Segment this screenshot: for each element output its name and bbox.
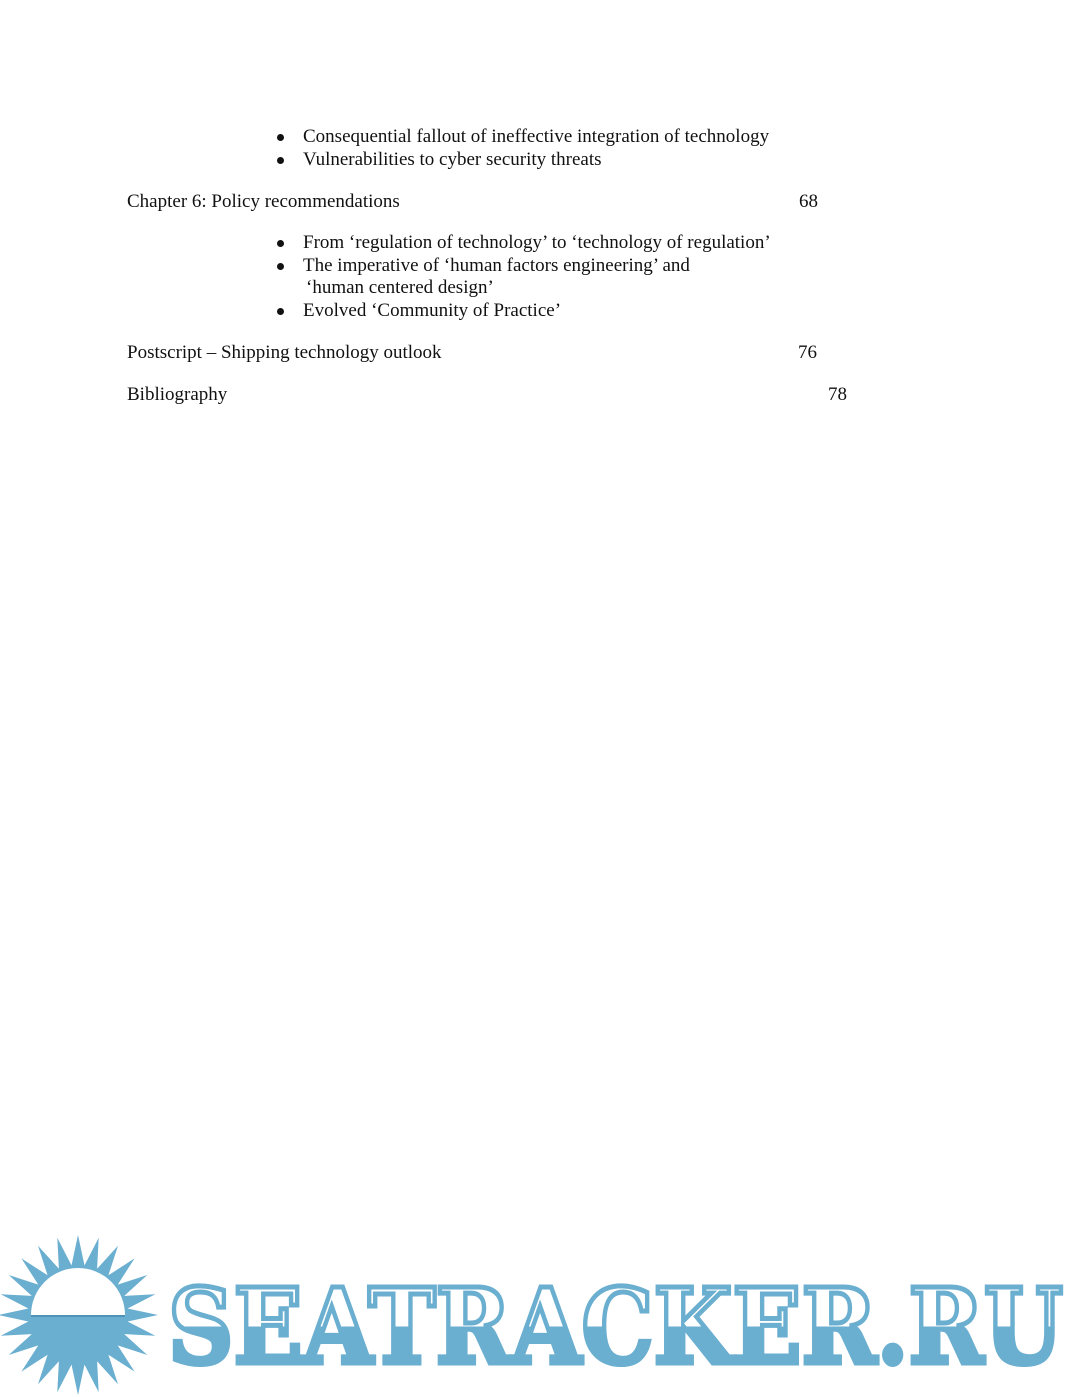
section-5-bullet-list [276,126,769,171]
bullet-icon [277,308,284,315]
toc-page-number-postscript: 76 [798,342,817,363]
list-item-text: Vulnerabilities to cyber security threats [303,148,602,170]
bullet-icon [277,263,284,270]
chapter-6-bullet-list [276,232,771,322]
list-item-text: Consequential fallout of ineffective integration of technology [303,126,770,147]
list-item [276,126,769,149]
list-item-continuation: ‘human centered design’ [306,277,494,298]
list-item-text: Evolved ‘Community of Practice’ [303,299,562,321]
sun-over-sea-icon [0,1235,158,1395]
bullet-icon [277,134,284,141]
watermark-logo [0,1235,1080,1397]
list-item-text: From ‘regulation of technology’ to ‘technology of regulation’ [303,232,771,253]
bullet-icon [277,240,284,247]
list-item [276,232,771,255]
toc-entry-bibliography: Bibliography [127,384,228,405]
list-item [276,300,771,323]
list-item [276,255,771,300]
toc-entry-postscript: Postscript – Shipping technology outlook [127,342,442,363]
toc-page-number-bibliography: 78 [828,384,847,405]
list-item-text: The imperative of ‘human factors engineering’ and [303,254,690,276]
toc-entry-chapter-6: Chapter 6: Policy recommendations [127,191,400,212]
toc-page-number-chapter-6: 68 [799,191,818,212]
watermark-text: SEATRACKER.RU [168,1265,1063,1388]
list-item [276,149,769,172]
watermark [0,1235,1080,1397]
bullet-icon [277,157,284,164]
